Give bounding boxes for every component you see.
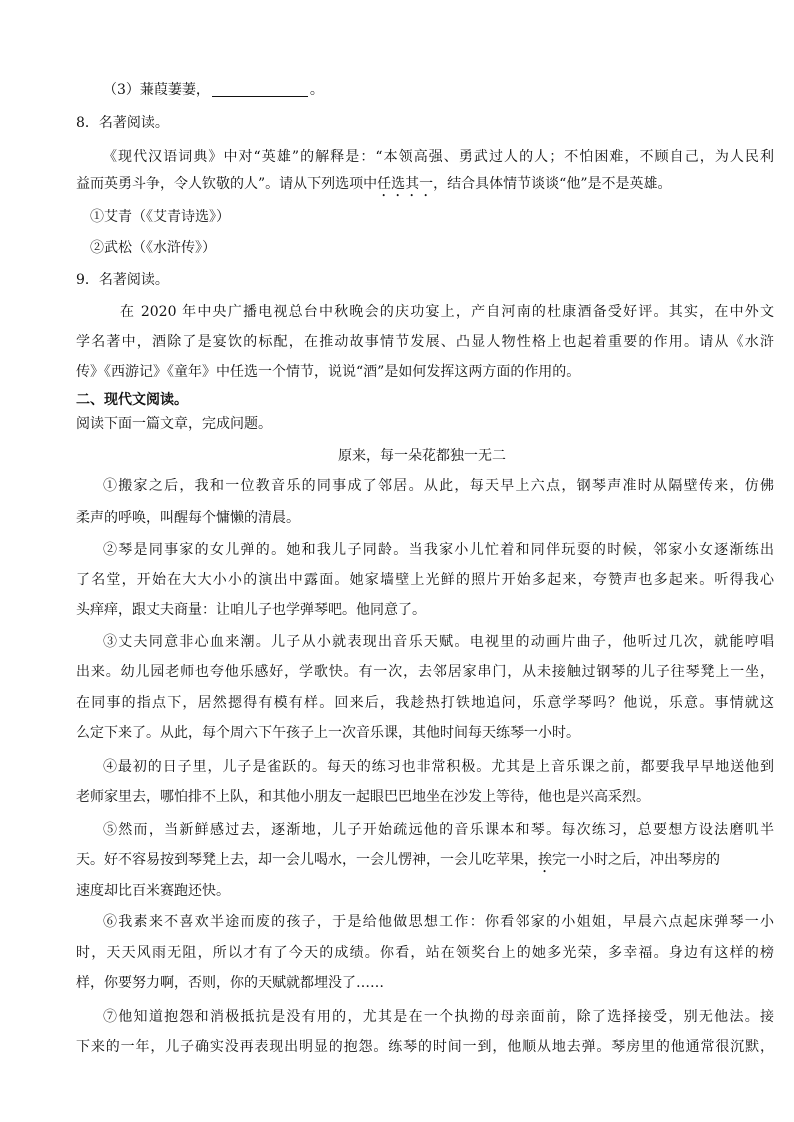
q9-line3: 传》《西游记》《童年》中任选一个情节，说说“酒”是如何发挥这两方面的作用的。 bbox=[76, 364, 581, 380]
q8-emphasis: 任选其一 bbox=[377, 176, 434, 192]
paragraph-line-part: 天。好不容易按到琴凳上去，却一会儿喝水，一会儿愣神，一会儿吃苹果， bbox=[76, 852, 538, 868]
q7-item3-suffix: 。 bbox=[309, 82, 324, 98]
paragraph-line bbox=[76, 850, 720, 876]
q9-number: 9． bbox=[76, 272, 99, 288]
q8-text-line2 bbox=[76, 174, 671, 200]
paragraph-line: 出来。幼儿园老师也夸他乐感好，学歌快。有一次，去邻居家串门，从未接触过钢琴的儿子往琴凳上一坐， bbox=[76, 664, 774, 680]
q9-line2: 学名著中，酒除了是宴饮的标配，在推动故事情节发展、凸显人物性格上也起着重要的作用。请从《水浒 bbox=[76, 334, 774, 350]
q8-number: 8． bbox=[76, 115, 99, 131]
paragraph-line: 速度却比百米赛跑还快。 bbox=[76, 883, 230, 899]
paragraph-line: 老师家里去，哪怕排不上队，和其他小朋友一起眼巴巴地坐在沙发上等待，他也是兴高采烈。 bbox=[76, 789, 650, 805]
paragraph-line-part: 完一小时之后，冲出琴房的 bbox=[552, 852, 720, 868]
q7-item3-prefix: （3）蒹葭萋萋， bbox=[103, 82, 210, 98]
q7-item3 bbox=[103, 80, 324, 100]
q8-heading bbox=[76, 113, 169, 133]
q8-option-1: ①艾青（《艾青诗选》） bbox=[90, 209, 230, 225]
paragraph-line: 柔声的呼唤，叫醒每个慵懒的清晨。 bbox=[76, 510, 300, 526]
paragraph-line: 样，你要努力啊，否则，你的天赋就都埋没了…… bbox=[76, 975, 384, 991]
paragraph-line: ①搬家之后，我和一位教音乐的同事成了邻居。从此，每天早上六点，钢琴声准时从隔壁传来，仿佛 bbox=[103, 478, 774, 494]
q9-title: 名著阅读。 bbox=[98, 272, 169, 288]
paragraph-line: 在同事的指点下，居然摁得有模有样。回来后，我趁热打铁地追问，乐意学琴吗？他说，乐意。事情就这 bbox=[76, 695, 774, 711]
q9-line1: 在 2020 年中央广播电视总台中秋晚会的庆功宴上，产自河南的杜康酒备受好评。其实，在中外文 bbox=[120, 304, 774, 320]
emphasized-char: 挨 bbox=[538, 852, 552, 868]
q8-option-2: ②武松（《水浒传》） bbox=[90, 240, 216, 256]
paragraph-line: ⑦他知道抱怨和消极抵抗是没有用的，尤其是在一个执拗的母亲面前，除了选择接受，别无他法。接 bbox=[103, 1009, 774, 1025]
paragraph-line: ⑤然而，当新鲜感过去，逐渐地，儿子开始疏远他的音乐课本和琴。每次练习，总要想方设法磨叽半 bbox=[103, 822, 774, 838]
article-title: 原来，每一朵花都独一无二 bbox=[338, 448, 506, 464]
q8-text-line2-b: ，结合具体情节谈谈“他”是不是英雄。 bbox=[433, 176, 672, 192]
paragraph-line: 下来的一年，儿子确实没再表现出明显的抱怨。练琴的时间一到，他顺从地去弹。琴房里的他通常很沉默， bbox=[76, 1039, 774, 1055]
q8-text-line2-a: 益而英勇斗争，令人钦敬的人”。请从下列选项中 bbox=[76, 176, 378, 192]
q8-text-line1: 《现代汉语词典》中对“英雄”的解释是：“本领高强、勇武过人的人；不怕困难，不顾自己，为人民利 bbox=[103, 149, 774, 165]
section-heading: 二、现代文阅读。 bbox=[76, 392, 188, 408]
q8-title: 名著阅读。 bbox=[98, 115, 169, 131]
paragraph-line: ④最初的日子里，儿子是雀跃的。每天的练习也非常积极。尤其是上音乐课之前，都要我早早地送他到 bbox=[103, 759, 774, 775]
paragraph-line: ⑥我素来不喜欢半途而废的孩子，于是给他做思想工作：你看邻家的小姐姐，早晨六点起床弹琴一小 bbox=[103, 914, 774, 930]
answer-blank[interactable] bbox=[212, 82, 308, 97]
q9-heading bbox=[76, 270, 169, 290]
paragraph-line: 了名堂，开始在大大小小的演出中露面。她家墙壁上光鲜的照片开始多起来，夸赞声也多起来。听得我心 bbox=[76, 572, 774, 588]
paragraph-line: 头痒痒，跟丈夫商量：让咱儿子也学弹琴吧。他同意了。 bbox=[76, 602, 426, 618]
paragraph-line: 时，天天风雨无阻，所以才有了今天的成绩。你看，站在领奖台上的她多光荣，多幸福。身边有这样的榜 bbox=[76, 945, 774, 961]
paragraph-line: ③丈夫同意非心血来潮。儿子从小就表现出音乐天赋。电视里的动画片曲子，他听过几次，就能哼唱 bbox=[103, 634, 774, 650]
section-instruction: 阅读下面一篇文章，完成问题。 bbox=[76, 416, 272, 432]
paragraph-line: ②琴是同事家的女儿弹的。她和我儿子同龄。当我家小儿忙着和同伴玩耍的时候，邻家小女逐渐练出 bbox=[103, 542, 774, 558]
paragraph-line: 么定下来了。从此，每个周六下午孩子上一次音乐课，其他时间每天练琴一小时。 bbox=[76, 725, 580, 741]
